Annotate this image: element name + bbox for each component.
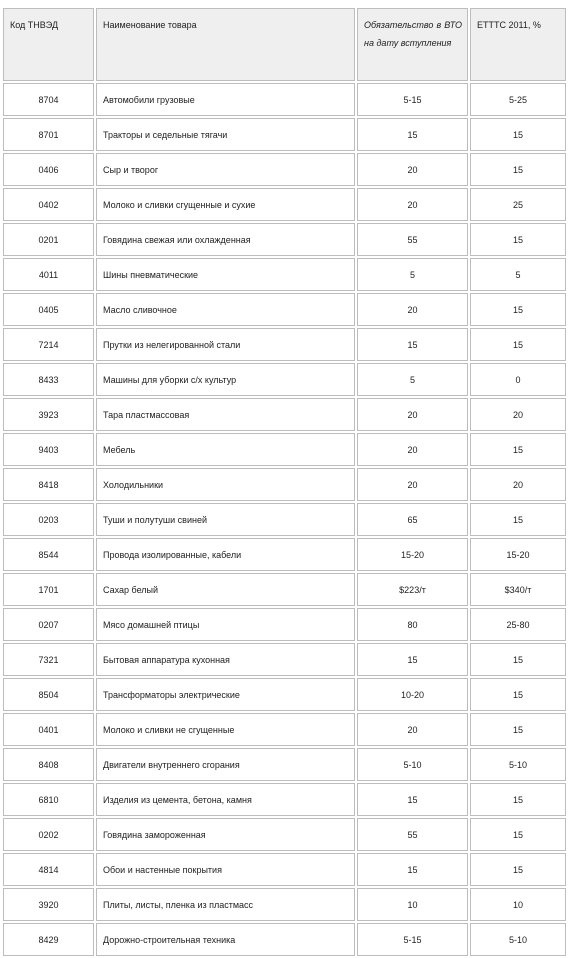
cell-name: Масло сливочное: [96, 293, 355, 326]
cell-code: 7321: [3, 643, 94, 676]
cell-wto: 55: [357, 223, 468, 256]
cell-wto: 10: [357, 888, 468, 921]
cell-code: 4011: [3, 258, 94, 291]
table-row: [3, 573, 566, 606]
cell-wto: 15: [357, 328, 468, 361]
header-name: Наименование товара: [96, 8, 355, 81]
header-row: [3, 8, 566, 81]
table-row: [3, 293, 566, 326]
cell-etts: 0: [470, 363, 566, 396]
cell-name: Обои и настенные покрытия: [96, 853, 355, 886]
cell-wto: 20: [357, 433, 468, 466]
header-etts-2011: ЕТТТС 2011, %: [470, 8, 566, 81]
table-row: [3, 853, 566, 886]
cell-code: 0406: [3, 153, 94, 186]
cell-code: 7214: [3, 328, 94, 361]
tariff-table: [1, 6, 568, 958]
table-row: [3, 328, 566, 361]
cell-name: Автомобили грузовые: [96, 83, 355, 116]
cell-etts: 15: [470, 293, 566, 326]
cell-wto: 20: [357, 468, 468, 501]
table-row: [3, 503, 566, 536]
cell-wto: 55: [357, 818, 468, 851]
cell-name: Провода изолированные, кабели: [96, 538, 355, 571]
cell-name: Молоко и сливки сгущенные и сухие: [96, 188, 355, 221]
table-row: [3, 538, 566, 571]
cell-etts: 15: [470, 818, 566, 851]
cell-name: Бытовая аппаратура кухонная: [96, 643, 355, 676]
cell-code: 0202: [3, 818, 94, 851]
table-row: [3, 713, 566, 746]
cell-wto: $223/т: [357, 573, 468, 606]
cell-etts: 15: [470, 503, 566, 536]
table-row: [3, 678, 566, 711]
cell-code: 0402: [3, 188, 94, 221]
cell-wto: 65: [357, 503, 468, 536]
cell-name: Машины для уборки с/х культур: [96, 363, 355, 396]
table-row: [3, 223, 566, 256]
table-row: [3, 258, 566, 291]
cell-code: 0401: [3, 713, 94, 746]
header-code: Код ТНВЭД: [3, 8, 94, 81]
cell-name: Говядина замороженная: [96, 818, 355, 851]
cell-code: 3923: [3, 398, 94, 431]
cell-wto: 20: [357, 398, 468, 431]
cell-wto: 5-15: [357, 83, 468, 116]
cell-etts: 25-80: [470, 608, 566, 641]
table-row: [3, 433, 566, 466]
cell-etts: 15: [470, 853, 566, 886]
cell-wto: 80: [357, 608, 468, 641]
cell-name: Тракторы и седельные тягачи: [96, 118, 355, 151]
cell-etts: 15: [470, 783, 566, 816]
cell-etts: 15: [470, 328, 566, 361]
cell-name: Сыр и творог: [96, 153, 355, 186]
table-row: [3, 783, 566, 816]
cell-code: 8429: [3, 923, 94, 956]
cell-etts: 15: [470, 643, 566, 676]
cell-wto: 20: [357, 293, 468, 326]
cell-code: 0203: [3, 503, 94, 536]
table-row: [3, 923, 566, 956]
cell-name: Мебель: [96, 433, 355, 466]
cell-name: Холодильники: [96, 468, 355, 501]
header-wto-commitment: Обязательство в ВТО на дату вступления: [357, 8, 468, 81]
cell-name: Шины пневматические: [96, 258, 355, 291]
table-row: [3, 608, 566, 641]
cell-etts: 5-10: [470, 923, 566, 956]
cell-name: Двигатели внутреннего сгорания: [96, 748, 355, 781]
cell-etts: 5-25: [470, 83, 566, 116]
cell-code: 0405: [3, 293, 94, 326]
cell-name: Туши и полутуши свиней: [96, 503, 355, 536]
cell-code: 8418: [3, 468, 94, 501]
cell-wto: 5-15: [357, 923, 468, 956]
cell-wto: 20: [357, 713, 468, 746]
table-row: [3, 643, 566, 676]
cell-name: Молоко и сливки не сгущенные: [96, 713, 355, 746]
cell-wto: 20: [357, 153, 468, 186]
cell-code: 0201: [3, 223, 94, 256]
cell-code: 8701: [3, 118, 94, 151]
cell-code: 8544: [3, 538, 94, 571]
table-row: [3, 818, 566, 851]
cell-code: 6810: [3, 783, 94, 816]
table-row: [3, 888, 566, 921]
cell-etts: 15: [470, 223, 566, 256]
cell-name: Говядина свежая или охлажденная: [96, 223, 355, 256]
cell-wto: 20: [357, 188, 468, 221]
cell-code: 4814: [3, 853, 94, 886]
cell-name: Изделия из цемента, бетона, камня: [96, 783, 355, 816]
cell-etts: 15: [470, 153, 566, 186]
cell-etts: 25: [470, 188, 566, 221]
cell-code: 8408: [3, 748, 94, 781]
cell-etts: $340/т: [470, 573, 566, 606]
table-row: [3, 398, 566, 431]
cell-etts: 15: [470, 713, 566, 746]
cell-etts: 15: [470, 678, 566, 711]
cell-wto: 15: [357, 643, 468, 676]
cell-etts: 15: [470, 118, 566, 151]
table-row: [3, 363, 566, 396]
cell-code: 8504: [3, 678, 94, 711]
cell-wto: 15-20: [357, 538, 468, 571]
cell-name: Прутки из нелегированной стали: [96, 328, 355, 361]
cell-etts: 15-20: [470, 538, 566, 571]
cell-etts: 20: [470, 468, 566, 501]
table-row: [3, 118, 566, 151]
cell-code: 8704: [3, 83, 94, 116]
cell-code: 1701: [3, 573, 94, 606]
cell-code: 0207: [3, 608, 94, 641]
cell-wto: 5: [357, 258, 468, 291]
cell-wto: 15: [357, 853, 468, 886]
table-row: [3, 153, 566, 186]
table-row: [3, 188, 566, 221]
cell-name: Тара пластмассовая: [96, 398, 355, 431]
cell-name: Дорожно-строительная техника: [96, 923, 355, 956]
cell-etts: 10: [470, 888, 566, 921]
cell-code: 9403: [3, 433, 94, 466]
cell-code: 3920: [3, 888, 94, 921]
cell-code: 8433: [3, 363, 94, 396]
cell-name: Сахар белый: [96, 573, 355, 606]
cell-name: Мясо домашней птицы: [96, 608, 355, 641]
cell-etts: 5: [470, 258, 566, 291]
cell-etts: 20: [470, 398, 566, 431]
cell-wto: 15: [357, 118, 468, 151]
cell-etts: 15: [470, 433, 566, 466]
cell-wto: 10-20: [357, 678, 468, 711]
cell-wto: 5: [357, 363, 468, 396]
cell-wto: 15: [357, 783, 468, 816]
cell-etts: 5-10: [470, 748, 566, 781]
cell-wto: 5-10: [357, 748, 468, 781]
table-row: [3, 468, 566, 501]
cell-name: Трансформаторы электрические: [96, 678, 355, 711]
cell-name: Плиты, листы, пленка из пластмасс: [96, 888, 355, 921]
table-row: [3, 748, 566, 781]
table-row: [3, 83, 566, 116]
